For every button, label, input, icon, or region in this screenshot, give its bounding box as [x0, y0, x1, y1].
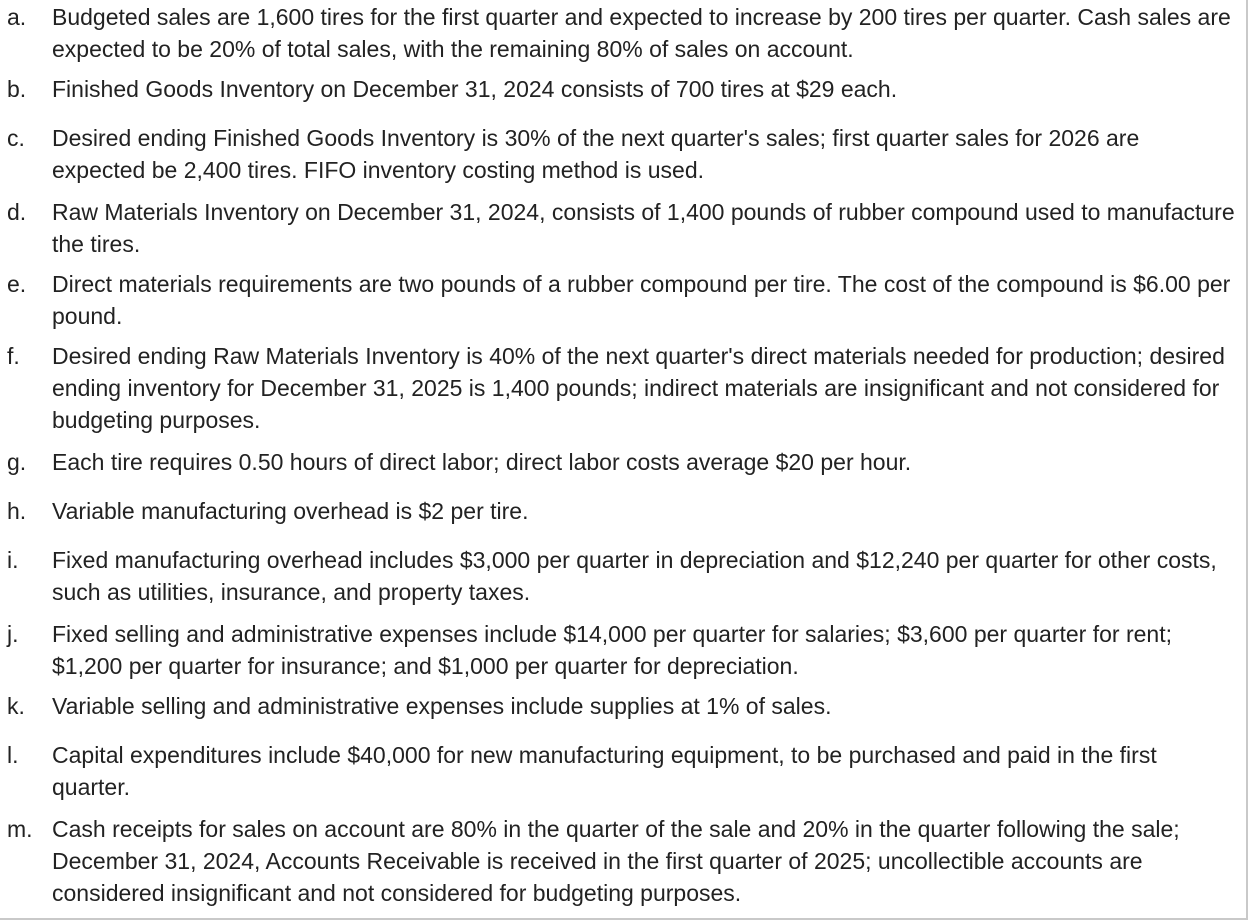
item-text: Budgeted sales are 1,600 tires for the first quarter and expected to increase by 200 tires per quarter. Cash sales are expected to be 20% of total sales, with the remaining 80% of sales on account. [52, 4, 1231, 62]
item-letter: g. [7, 449, 27, 475]
item-text: Direct materials requirements are two pounds of a rubber compound per tire. The cost of the compound is $6.00 per pound. [52, 271, 1231, 329]
item-text: Capital expenditures include $40,000 for new manufacturing equipment, to be purchased and paid in the first quarter. [52, 742, 1157, 800]
item-letter: m. [7, 816, 33, 842]
item-letter: k. [7, 693, 25, 719]
item-text: Fixed manufacturing overhead includes $3,000 per quarter in depreciation and $12,240 per quarter for other costs, such as utilities, insurance, and property taxes. [52, 547, 1217, 605]
item-letter: h. [7, 498, 27, 524]
item-letter: l. [7, 742, 19, 768]
item-letter: b. [7, 76, 27, 102]
item-text: Raw Materials Inventory on December 31, 2024, consists of 1,400 pounds of rubber compound used to manufacture the tires. [52, 199, 1235, 257]
item-text: Desired ending Raw Materials Inventory is 40% of the next quarter's direct materials needed for production; desired ending inventory for December 31, 2025 is 1,400 pounds; indirect materials are insignificant and not considered for budgeting purposes. [52, 343, 1225, 433]
item-text: Variable manufacturing overhead is $2 per tire. [52, 498, 529, 524]
item-text: Each tire requires 0.50 hours of direct labor; direct labor costs average $20 per hour. [52, 449, 912, 475]
item-letter: d. [7, 199, 27, 225]
item-text: Desired ending Finished Goods Inventory is 30% of the next quarter's sales; first quarter sales for 2026 are expected be 2,400 tires. FIFO inventory costing method is used. [52, 125, 1140, 183]
item-text: Variable selling and administrative expenses include supplies at 1% of sales. [52, 693, 832, 719]
item-letter: e. [7, 271, 27, 297]
item-letter: i. [7, 547, 19, 573]
item-letter: a. [7, 4, 27, 30]
item-text: Cash receipts for sales on account are 80% in the quarter of the sale and 20% in the quarter following the sale; December 31, 2024, Accounts Receivable is received in the first quarter of 2025; uncollectible accounts are considered insignificant and not considered for budgeting purposes. [52, 816, 1180, 906]
item-text: Fixed selling and administrative expenses include $14,000 per quarter for salaries; $3,600 per quarter for rent; $1,200 per quarter for insurance; and $1,000 per quarter for depreciation. [52, 621, 1172, 679]
item-letter: f. [7, 343, 20, 369]
item-letter: j. [7, 621, 19, 647]
item-letter: c. [7, 125, 25, 151]
item-text: Finished Goods Inventory on December 31, 2024 consists of 700 tires at $29 each. [52, 76, 898, 102]
